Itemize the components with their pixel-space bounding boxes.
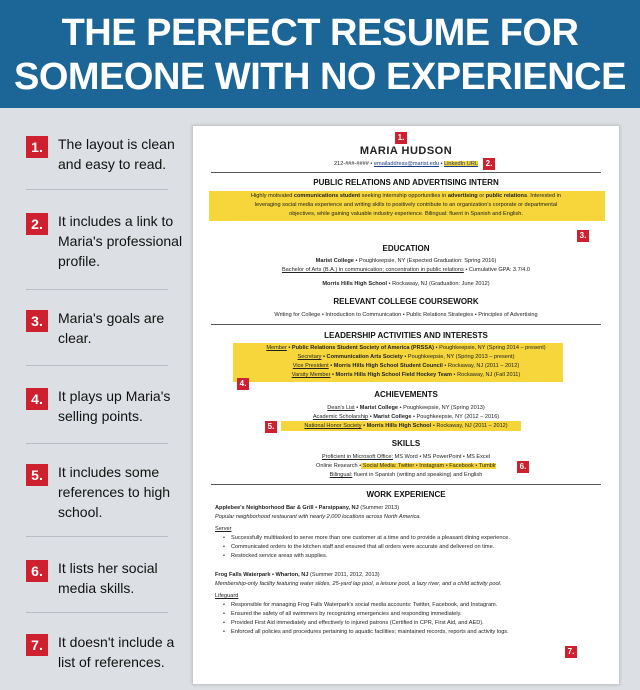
tip-text: It lists her social media skills. — [58, 560, 158, 596]
callout-tag-6: 6. — [517, 461, 529, 473]
school-name: Morris Hills High School — [322, 281, 388, 287]
divider — [211, 324, 601, 325]
organization: • Marist College — [368, 414, 412, 420]
job-2-bullet: • Responsible for managing Frog Falls Waterpark's social media accounts: Twitter, Facebook, and Instagram. — [231, 601, 497, 609]
skill: Proficient in Microsoft Office: — [321, 454, 393, 460]
achievement: Dean's List — [327, 405, 355, 411]
organization: • Marist College — [354, 405, 399, 411]
organization: • Morris Hills High School — [361, 423, 432, 429]
skill-item — [193, 462, 619, 470]
job-2-bullet: • Enforced all policies and procedures pertaining to aquatic facilities; maintained records, reports and activity logs. — [231, 628, 509, 636]
skill-detail: fluent in Spanish (writing and speaking) and English — [352, 472, 483, 478]
job-1-role: Server — [215, 526, 232, 532]
social-media-skills: Social Media: Twitter • Instagram • Facebook • Tumblr — [361, 463, 496, 469]
detail: • Poughkeepsie, NY (2012 – 2016) — [411, 414, 500, 420]
objective-text: or — [477, 193, 486, 199]
skill: Online Research • — [316, 463, 362, 469]
coursework-title: RELEVANT COLLEGE COURSEWORK — [333, 297, 479, 306]
divider — [26, 189, 168, 190]
objective-line-1 — [193, 192, 619, 200]
callout-tag-7: 7. — [565, 646, 577, 658]
divider — [26, 612, 168, 613]
callout-tag-2: 2. — [483, 158, 495, 170]
tip-text: It doesn't include a list of references. — [58, 634, 175, 670]
skill-detail: MS Word • MS PowerPoint • MS Excel — [393, 454, 491, 460]
job-2-bullet: • Ensured the safety of all swimmers by recognizing emergencies and responding immediately. — [231, 610, 462, 618]
tip-number: 6. — [26, 560, 48, 582]
tip-number: 7. — [26, 634, 48, 656]
organization: • Morris Hills High School Field Hockey Team — [330, 372, 452, 378]
tip-number: 2. — [26, 213, 48, 235]
email-link[interactable]: emailaddress@marist.edu — [373, 161, 439, 167]
organization: • Public Relations Student Society of America (PRSSA) — [286, 345, 435, 351]
tip-number: 3. — [26, 310, 48, 332]
tip-number: 5. — [26, 464, 48, 486]
job-dates: (Summer 2013) — [358, 505, 400, 511]
tip-text: Maria's goals are clear. — [58, 310, 165, 346]
work-title: WORK EXPERIENCE — [366, 490, 446, 499]
tip-text: It includes a link to Maria's professional profile. — [58, 213, 183, 269]
organization: • Communication Arts Society — [321, 354, 403, 360]
linkedin-link[interactable]: LinkedIn URL — [444, 161, 478, 167]
role: Varsity Member — [291, 372, 331, 378]
job-2-heading — [215, 571, 380, 579]
job-1-heading — [215, 504, 399, 512]
objective-line-3: objectives, while gaining valuable industry experience. Bilingual: fluent in Spanish and English. — [289, 211, 523, 217]
skill-item — [193, 453, 619, 461]
objective-line-2: leveraging social media experience and writing skills to positively contribute to an organization's corporate or departmental — [254, 202, 558, 208]
callout-tag-1: 1. — [395, 132, 407, 144]
degree: Bachelor of Arts (B.A.) in communication; concentration in public relations — [281, 267, 464, 273]
objective-title: PUBLIC RELATIONS AND ADVERTISING INTERN — [313, 178, 499, 187]
objective-text: communications student — [293, 193, 361, 199]
job-1-bullet: • Communicated orders to the kitchen staff and ensured that all orders were accurate and delivered on time. — [231, 543, 494, 551]
tip-text: The layout is clean and easy to read. — [58, 136, 175, 172]
education-line-3 — [193, 280, 619, 288]
job-dates: (Summer 2011, 2012, 2013) — [308, 572, 380, 578]
job-2-role: Lifeguard — [215, 593, 239, 599]
tip-number: 1. — [26, 136, 48, 158]
job-2-bullet: • Provided First Aid immediately and effectively to injured patrons (Certified in CPR, First Aid, and AED). — [231, 619, 484, 627]
education-detail: • Poughkeepsie, NY (Expected Graduation: Spring 2016) — [353, 258, 497, 264]
employer: Frog Falls Waterpark • Wharton, NJ — [215, 572, 309, 578]
achievement-item — [193, 413, 619, 421]
leadership-item — [193, 353, 619, 361]
callout-tag-3: 3. — [577, 230, 589, 242]
leadership-item — [193, 371, 619, 379]
divider — [26, 365, 168, 366]
job-1-description: Popular neighborhood restaurant with nearly 2,000 locations across North America. — [215, 514, 421, 520]
contact-line — [193, 160, 619, 168]
achievement: National Honor Society — [304, 423, 362, 429]
detail: • Rockaway, NJ (2011 – 2012) — [431, 423, 508, 429]
leadership-item — [193, 362, 619, 370]
objective-text: public relations — [485, 193, 528, 199]
detail: • Rockaway, NJ (Fall 2011) — [452, 372, 521, 378]
detail: • Poughkeepsie, NY (Spring 2013 – present) — [402, 354, 515, 360]
education-detail: • Rockaway, NJ (Graduation: June 2012) — [387, 281, 490, 287]
job-1-bullet: • Restocked service areas with supplies. — [231, 552, 327, 560]
achievement-item — [193, 404, 619, 412]
objective-text: advertising — [447, 193, 478, 199]
tip-number: 4. — [26, 388, 48, 410]
objective-text: . Interested in — [527, 193, 561, 199]
objective-text: seeking internship opportunities in — [360, 193, 448, 199]
banner-title-line2: SOMEONE WITH NO EXPERIENCE — [14, 56, 626, 98]
detail: • Poughkeepsie, NY (Spring 2014 – present) — [434, 345, 546, 351]
leadership-item — [193, 344, 619, 352]
callout-tag-4: 4. — [237, 378, 249, 390]
divider — [211, 484, 601, 485]
divider — [26, 443, 168, 444]
contact-phone: 212-###-#### • — [334, 161, 373, 167]
achievement: Academic Scholarship — [312, 414, 369, 420]
education-title: EDUCATION — [382, 244, 430, 253]
resume-name: MARIA HUDSON — [359, 145, 453, 157]
achievement-item — [193, 422, 619, 430]
detail: • Poughkeepsie, NY (Spring 2013) — [398, 405, 485, 411]
organization: • Morris Hills High School Student Council — [328, 363, 443, 369]
job-1-bullet: • Successfully multitasked to serve more than one customer at a time and to provide a pleasant dining experience. — [231, 534, 510, 542]
contact-separator: • — [440, 161, 443, 167]
callout-tag-5: 5. — [265, 421, 277, 433]
job-2-description: Membership-only facility featuring water slides, 25-yard lap pool, a leisure pool, a lazy river, and a child activity pool. — [215, 581, 502, 587]
skills-title: SKILLS — [391, 439, 421, 448]
education-line-2 — [193, 266, 619, 274]
divider — [26, 536, 168, 537]
role: Vice President — [292, 363, 329, 369]
role: Secretary — [297, 354, 322, 360]
leadership-title: LEADERSHIP ACTIVITIES AND INTERESTS — [324, 331, 488, 340]
tip-text: It includes some references to high school. — [58, 464, 171, 520]
resume-document — [192, 125, 620, 685]
achievements-title: ACHIEVEMENTS — [374, 390, 438, 399]
objective-text: Highly motivated — [251, 193, 294, 199]
role: Member — [266, 345, 287, 351]
tips-column — [0, 118, 185, 690]
education-line-1 — [193, 257, 619, 265]
divider — [211, 172, 601, 173]
employer: Applebee's Neighborhood Bar & Grill • Parsippany, NJ — [215, 505, 359, 511]
skill-item — [193, 471, 619, 479]
banner-title-line1: THE PERFECT RESUME FOR — [61, 12, 579, 54]
tip-text: It plays up Maria's selling points. — [58, 388, 171, 424]
education-detail: • Cumulative GPA: 3.7/4.0 — [463, 267, 531, 273]
detail: • Rockaway, NJ (2011 – 2012) — [442, 363, 520, 369]
title-banner — [0, 0, 640, 108]
skill: Bilingual: — [329, 472, 353, 478]
coursework-list: Writing for College • Introduction to Communication • Public Relations Strategies • Principles of Advertising — [274, 312, 538, 318]
school-name: Marist College — [315, 258, 354, 264]
divider — [26, 289, 168, 290]
